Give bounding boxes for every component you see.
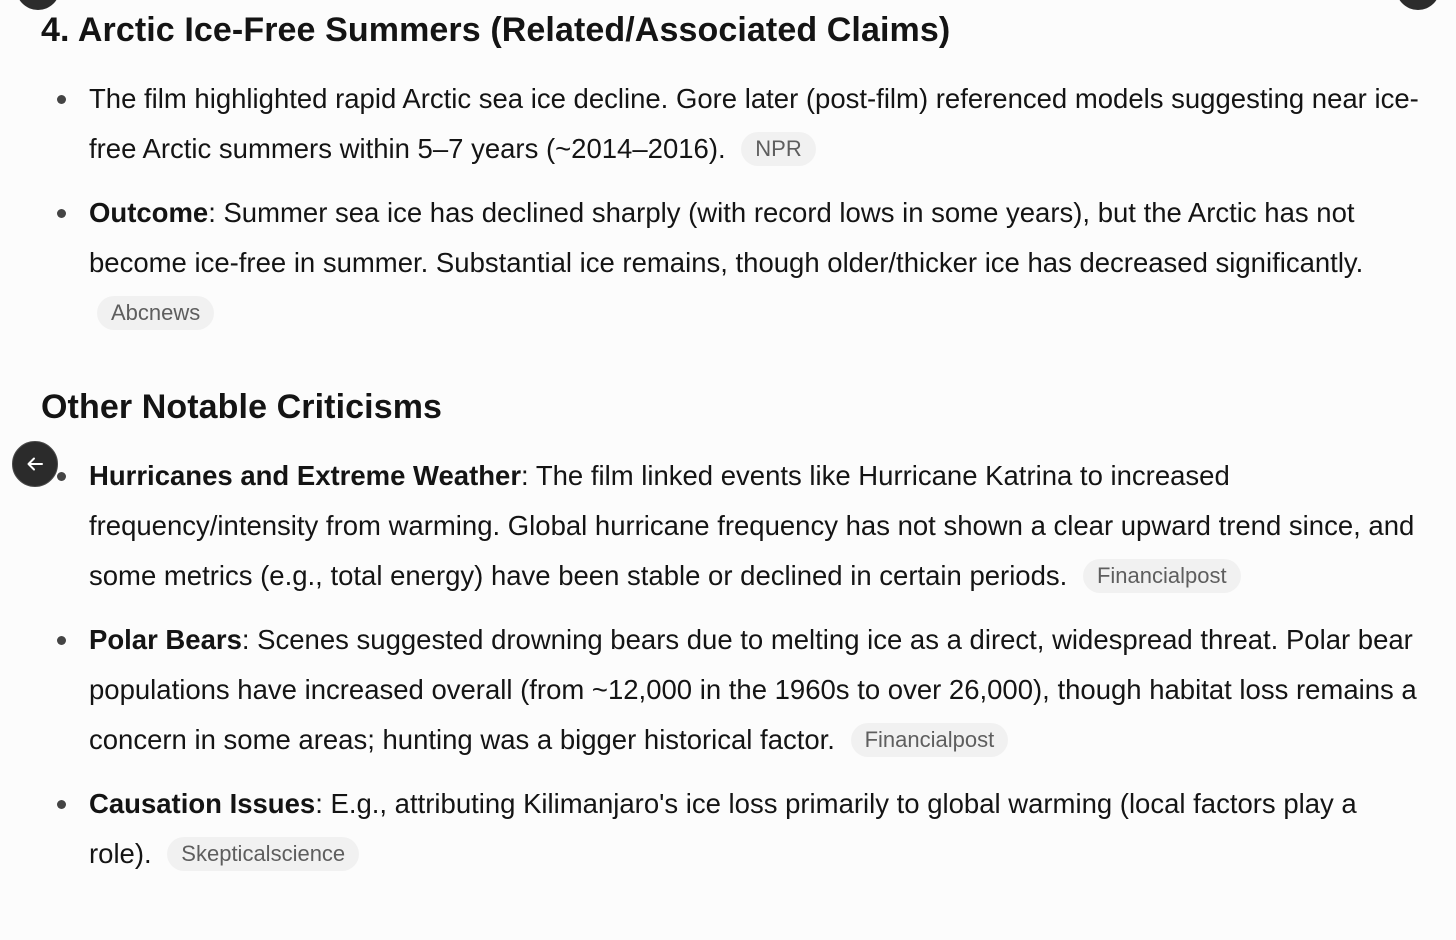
item-bold-label: Polar Bears <box>89 624 242 655</box>
item-bold-label: Hurricanes and Extreme Weather <box>89 460 522 491</box>
item-text: : The film linked events like Hurricane Katrina to increased frequency/intensity from warming. Global hurricane frequency has not shown a clear upward trend since, and some metrics (e.g., total energy) have been stable or declined in certain periods. <box>89 460 1415 591</box>
arctic-list <box>41 74 1421 352</box>
source-chip[interactable]: Abcnews <box>97 296 214 330</box>
source-chip[interactable]: NPR <box>741 132 815 166</box>
list-item <box>41 74 1421 174</box>
section-heading-criticisms: Other Notable Criticisms <box>41 388 443 426</box>
item-text: The film highlighted rapid Arctic sea ice decline. Gore later (post-film) referenced models suggesting near ice-free Arctic summers within 5–7 years (~2014–2016). <box>89 83 1419 164</box>
criticisms-list <box>41 451 1421 893</box>
item-text: : E.g., attributing Kilimanjaro's ice loss primarily to global warming (local factors play a role). <box>89 788 1357 869</box>
item-text: : Scenes suggested drowning bears due to melting ice as a direct, widespread threat. Polar bear populations have increased overall (from ~12,000 in the 1960s to over 26,000), though habitat loss remains a concern in some areas; hunting was a bigger historical factor. <box>89 624 1417 755</box>
top-right-control[interactable] <box>1396 0 1440 10</box>
section-heading-arctic: 4. Arctic Ice-Free Summers (Related/Associated Claims) <box>41 11 951 49</box>
list-item <box>41 451 1421 601</box>
source-chip[interactable]: Skepticalscience <box>167 837 359 871</box>
source-chip[interactable]: Financialpost <box>1083 559 1241 593</box>
item-bold-label: Causation Issues <box>89 788 316 819</box>
back-button[interactable] <box>12 441 58 487</box>
arrow-left-icon <box>25 454 45 474</box>
list-item <box>41 615 1421 765</box>
list-item <box>41 188 1421 338</box>
item-bold-label: Outcome <box>89 197 209 228</box>
source-chip[interactable]: Financialpost <box>851 723 1009 757</box>
list-item <box>41 779 1421 879</box>
item-text: : Summer sea ice has declined sharply (with record lows in some years), but the Arctic has not become ice-free in summer. Substantial ice remains, though older/thicker ice has decreased significantly. <box>89 197 1364 278</box>
